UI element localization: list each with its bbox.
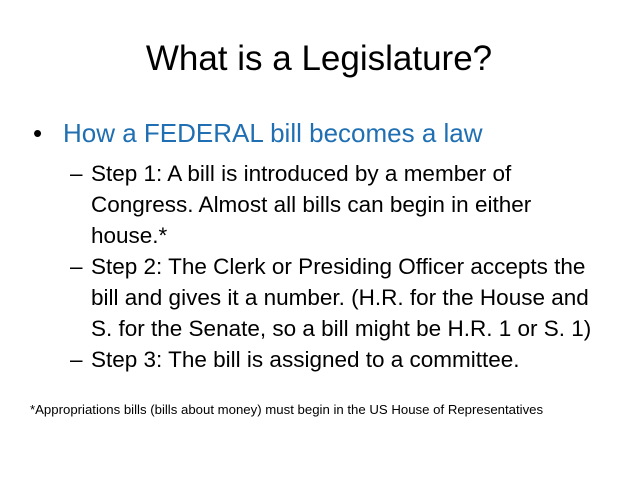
dash-marker: – [70, 347, 83, 372]
footnote: *Appropriations bills (bills about money) must begin in the US House of Representatives [30, 402, 544, 417]
dash-marker: – [70, 161, 83, 186]
dash-marker: – [70, 254, 83, 279]
main-bullet [33, 116, 613, 150]
step-3-item [70, 344, 610, 375]
slide-title: What is a Legislature? [145, 39, 493, 78]
step-2-item [70, 251, 610, 344]
step-3-text: Step 3: The bill is assigned to a committee. [91, 347, 520, 372]
step-2-text: Step 2: The Clerk or Presiding Officer accepts the bill and gives it a number. (H.R. for the House and S. for the Senate, so a bill might be H.R. 1 or S. 1) [91, 254, 592, 341]
main-bullet-text: How a FEDERAL bill becomes a law [63, 118, 483, 148]
step-1-text: Step 1: A bill is introduced by a member of Congress. Almost all bills can begin in either house.* [91, 161, 532, 248]
bullet-marker: • [33, 118, 43, 148]
step-1-item [70, 158, 610, 251]
